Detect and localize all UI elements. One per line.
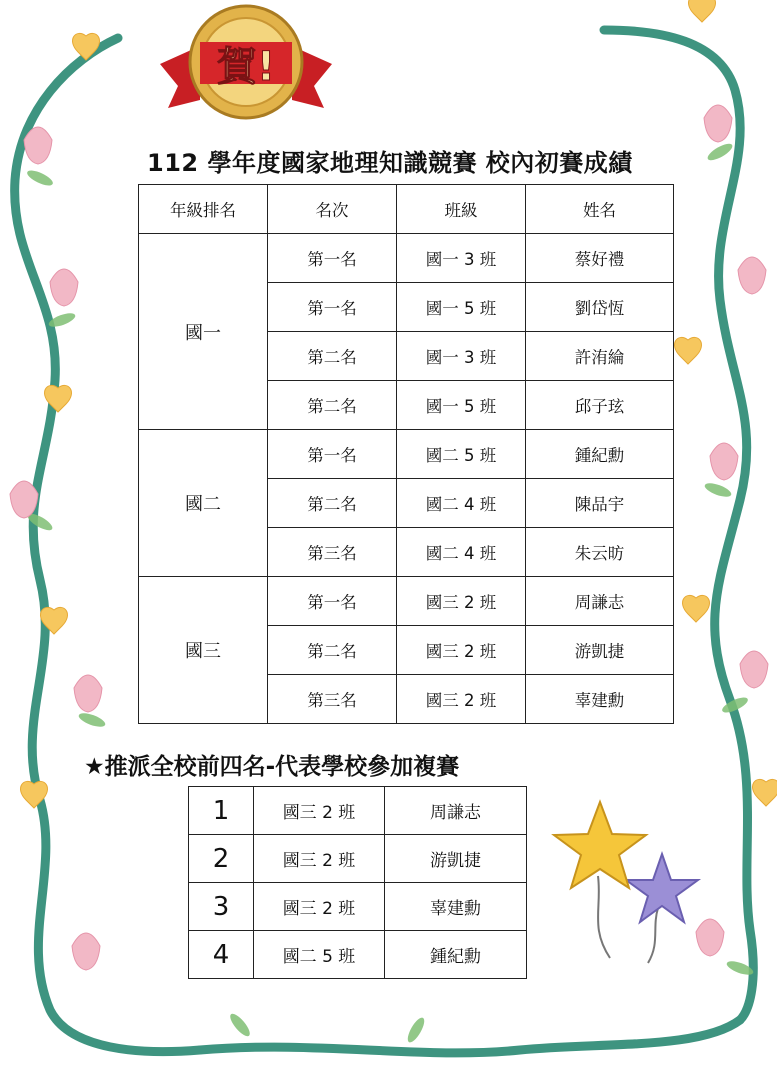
tulip-pink	[710, 443, 738, 480]
place-cell: 第二名	[268, 479, 397, 528]
table-row	[139, 577, 674, 626]
finalists-table	[188, 786, 527, 979]
finalist-class: 國二 5 班	[254, 931, 385, 979]
class-cell: 國一 5 班	[397, 381, 526, 430]
name-cell: 劉岱恆	[526, 283, 674, 332]
flower-yellow	[675, 337, 702, 364]
finalist-rank: 4	[189, 931, 254, 979]
finalist-name: 游凱捷	[385, 835, 527, 883]
class-cell: 國一 3 班	[397, 332, 526, 381]
header-name: 姓名	[526, 185, 674, 234]
place-cell: 第二名	[268, 381, 397, 430]
finalist-row	[189, 883, 527, 931]
class-cell: 國二 4 班	[397, 528, 526, 577]
tulip-pink	[704, 105, 732, 142]
name-cell: 陳品宇	[526, 479, 674, 528]
name-cell: 朱云昉	[526, 528, 674, 577]
name-cell: 許洧綸	[526, 332, 674, 381]
finalist-class: 國三 2 班	[254, 787, 385, 835]
finalist-rank: 1	[189, 787, 254, 835]
class-cell: 國二 4 班	[397, 479, 526, 528]
leaf	[227, 1011, 253, 1039]
congratulations-badge	[160, 2, 332, 124]
name-cell: 周謙志	[526, 577, 674, 626]
star-balloons	[540, 798, 710, 968]
tulip-pink	[738, 257, 766, 294]
grade-cell: 國二	[139, 430, 268, 577]
header-grade-rank: 年級排名	[139, 185, 268, 234]
name-cell: 游凱捷	[526, 626, 674, 675]
flower-yellow	[753, 779, 777, 806]
tulip-pink	[740, 651, 768, 688]
finalist-rank: 2	[189, 835, 254, 883]
finalist-name: 鍾紀勳	[385, 931, 527, 979]
purple-star-icon	[626, 854, 698, 922]
leaf	[405, 1015, 428, 1044]
table-row	[139, 234, 674, 283]
finalist-name: 辜建勳	[385, 883, 527, 931]
leaf	[703, 481, 733, 500]
flower-yellow	[689, 0, 716, 22]
tulip-pink	[74, 675, 102, 712]
place-cell: 第二名	[268, 626, 397, 675]
table-row	[139, 430, 674, 479]
class-cell: 國三 2 班	[397, 577, 526, 626]
badge-text: 賀!	[216, 44, 276, 90]
finalist-class: 國三 2 班	[254, 883, 385, 931]
tulip-pink	[72, 933, 100, 970]
class-cell: 國一 3 班	[397, 234, 526, 283]
class-cell: 國一 5 班	[397, 283, 526, 332]
balloon-string	[598, 876, 610, 958]
name-cell: 辜建勳	[526, 675, 674, 724]
name-cell: 鍾紀勳	[526, 430, 674, 479]
page-title: 112 學年度國家地理知識競賽 校內初賽成績	[147, 149, 633, 177]
vine-bottom	[200, 1020, 740, 1053]
leaf	[705, 141, 734, 164]
finalist-rank: 3	[189, 883, 254, 931]
place-cell: 第二名	[268, 332, 397, 381]
finalist-name: 周謙志	[385, 787, 527, 835]
leaf	[77, 711, 107, 730]
place-cell: 第一名	[268, 577, 397, 626]
name-cell: 邱子玹	[526, 381, 674, 430]
grade-cell: 國三	[139, 577, 268, 724]
class-cell: 國三 2 班	[397, 626, 526, 675]
finalists-heading: ★推派全校前四名-代表學校參加複賽	[84, 754, 460, 780]
place-cell: 第一名	[268, 430, 397, 479]
results-table	[138, 184, 674, 724]
place-cell: 第一名	[268, 234, 397, 283]
header-place: 名次	[268, 185, 397, 234]
finalist-row	[189, 835, 527, 883]
class-cell: 國三 2 班	[397, 675, 526, 724]
leaf	[25, 168, 55, 189]
table-header-row	[139, 185, 674, 234]
finalist-row	[189, 787, 527, 835]
grade-cell: 國一	[139, 234, 268, 430]
name-cell: 蔡好禮	[526, 234, 674, 283]
class-cell: 國二 5 班	[397, 430, 526, 479]
place-cell: 第三名	[268, 528, 397, 577]
flower-yellow	[683, 595, 710, 622]
header-class: 班級	[397, 185, 526, 234]
place-cell: 第一名	[268, 283, 397, 332]
finalist-row	[189, 931, 527, 979]
finalist-class: 國三 2 班	[254, 835, 385, 883]
place-cell: 第三名	[268, 675, 397, 724]
tulip-pink	[50, 269, 78, 306]
yellow-star-icon	[554, 802, 646, 888]
flower-yellow	[73, 33, 100, 60]
